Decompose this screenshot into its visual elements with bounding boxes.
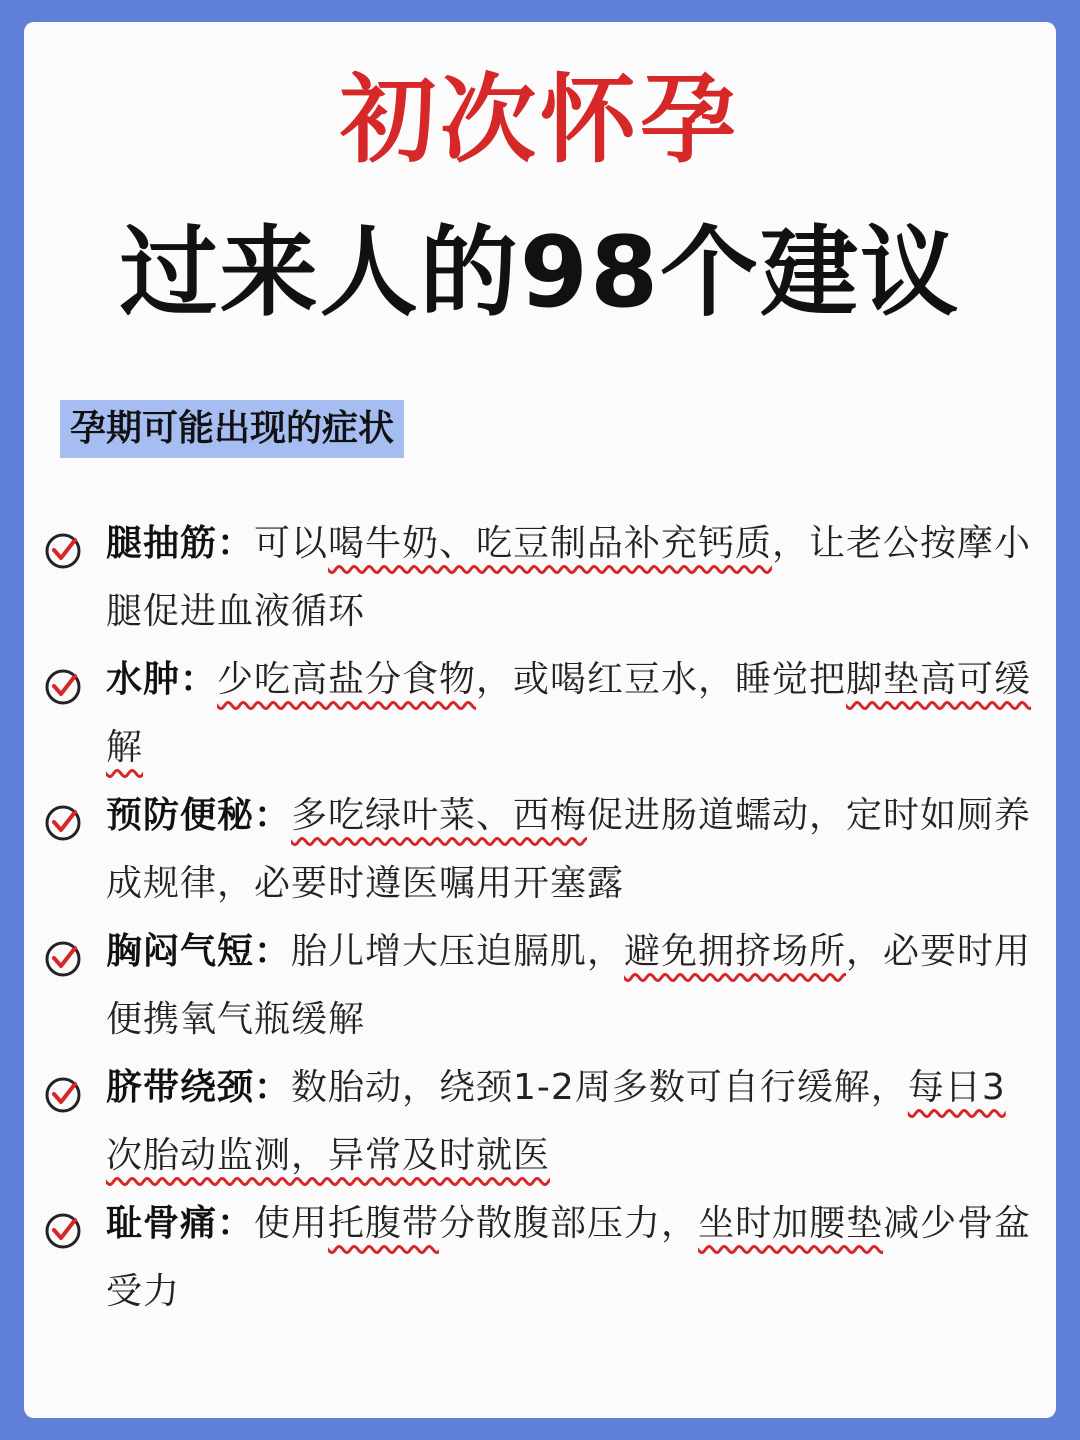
list-item bbox=[24, 646, 1056, 782]
item-body-text: 使用 bbox=[254, 1203, 329, 1244]
item-text bbox=[106, 1190, 1036, 1326]
item-text bbox=[106, 646, 1036, 782]
page-title: 初次怀孕 bbox=[340, 64, 740, 176]
item-text bbox=[106, 510, 1036, 646]
check-circle-icon bbox=[44, 940, 82, 978]
highlighted-text: 脚垫高可缓解 bbox=[106, 659, 1032, 768]
item-text bbox=[106, 1054, 1036, 1190]
highlighted-text: 避免拥挤场所 bbox=[624, 931, 847, 972]
item-body-text: 数胎动，绕颈1-2周多数可自行缓解， bbox=[291, 1067, 908, 1108]
highlighted-text: 托腹带 bbox=[328, 1203, 440, 1244]
check-circle-icon bbox=[44, 668, 82, 706]
item-title: 脐带绕颈： bbox=[106, 1067, 292, 1108]
page-subtitle: 过来人的98个建议 bbox=[119, 216, 961, 330]
highlighted-text: 多吃绿叶菜、西梅 bbox=[291, 795, 588, 836]
highlighted-text: 少吃高盐分食物 bbox=[217, 659, 477, 700]
symptom-list bbox=[24, 510, 1056, 1326]
check-circle-icon bbox=[44, 1076, 82, 1114]
check-circle-icon bbox=[44, 532, 82, 570]
item-body-text: 促进肠道蠕动，定时如厕养成规律，必要时遵医嘱用开塞露 bbox=[106, 795, 1032, 904]
item-text bbox=[106, 782, 1036, 918]
content-card bbox=[24, 22, 1056, 1418]
section-heading: 孕期可能出现的症状 bbox=[60, 400, 404, 458]
highlighted-text: 喝牛奶、吃豆制品补充钙质 bbox=[328, 523, 773, 564]
check-circle-icon bbox=[44, 1212, 82, 1250]
highlighted-text: 每日3次胎动监测，异常及时就医 bbox=[106, 1067, 1006, 1176]
check-circle-icon bbox=[44, 804, 82, 842]
item-title: 胸闷气短： bbox=[106, 931, 292, 972]
item-body-text: 胎儿增大压迫膈肌， bbox=[291, 931, 625, 972]
item-body-text: ，或喝红豆水，睡觉把 bbox=[476, 659, 847, 700]
item-body-text: ，让老公按摩小腿促进血液循环 bbox=[106, 523, 1032, 632]
item-title: 腿抽筋： bbox=[106, 523, 255, 564]
list-item bbox=[24, 782, 1056, 918]
item-title: 耻骨痛： bbox=[106, 1203, 255, 1244]
item-body-text: 减少骨盆受力 bbox=[106, 1203, 1032, 1312]
list-item bbox=[24, 1190, 1056, 1326]
item-body-text: 分散腹部压力， bbox=[439, 1203, 699, 1244]
item-body-text: 可以 bbox=[254, 523, 329, 564]
item-title: 预防便秘： bbox=[106, 795, 292, 836]
item-body-text: ，必要时用便携氧气瓶缓解 bbox=[106, 931, 1032, 1040]
list-item bbox=[24, 918, 1056, 1054]
highlighted-text: 坐时加腰垫 bbox=[698, 1203, 884, 1244]
item-text bbox=[106, 918, 1036, 1054]
item-title: 水肿： bbox=[106, 659, 218, 700]
list-item bbox=[24, 510, 1056, 646]
list-item bbox=[24, 1054, 1056, 1190]
